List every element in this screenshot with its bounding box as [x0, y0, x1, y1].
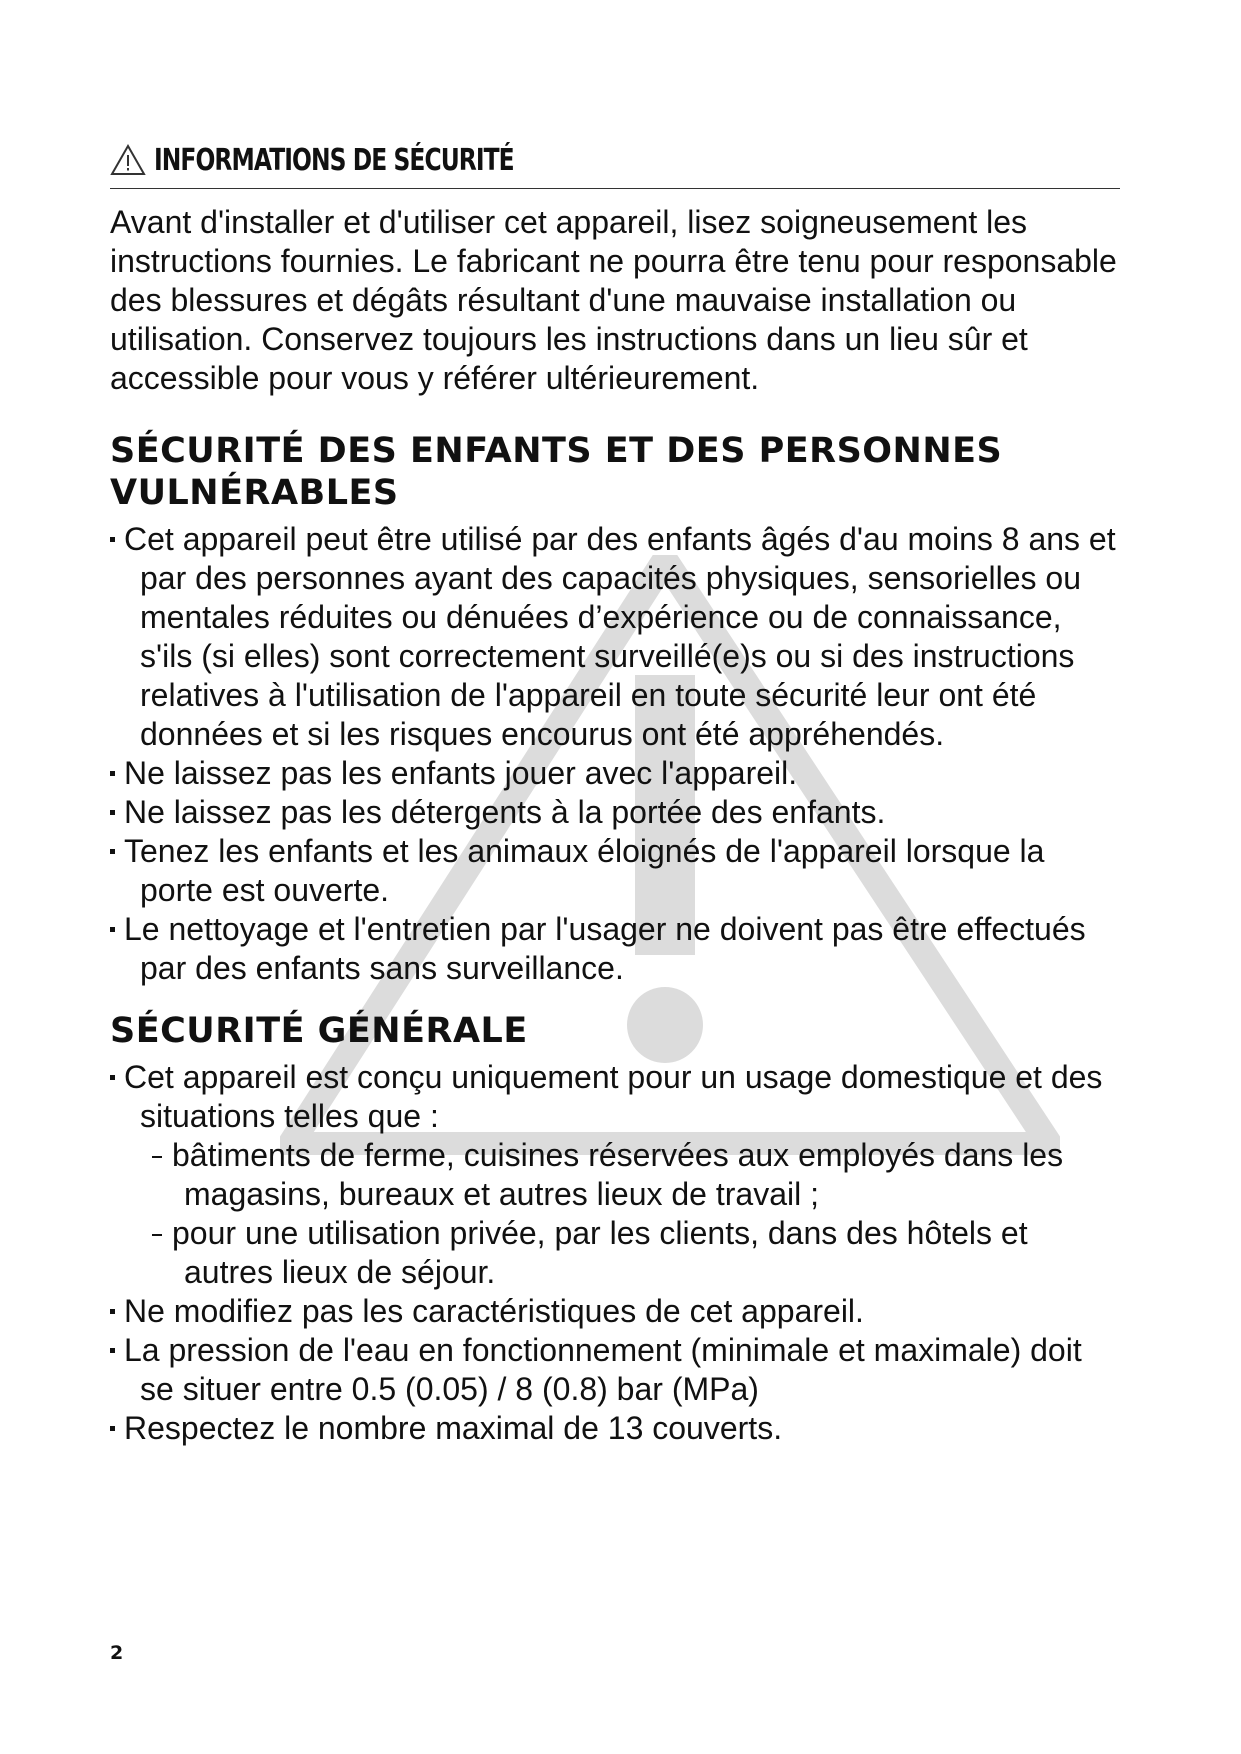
sub-list-item: bâtiments de ferme, cuisines réservées aux employés dans les magasins, bureaux et autres lieux de travail ; — [152, 1136, 1120, 1214]
document-page — [110, 140, 1120, 1448]
general-safety-title: SÉCURITÉ GÉNÉRALE — [110, 1011, 528, 1051]
warning-triangle-icon — [110, 144, 146, 176]
list-item: Cet appareil est conçu uniquement pour un usage domestique et des situations telles que : bâtiments de ferme, cuisines réservées aux employés dans les magasins, bureaux et autres lieux de travail ; pour une utilisation privée, par les clients, dans des hôtels et autres lieux de séjour. — [110, 1058, 1120, 1292]
bullet-icon — [110, 1075, 115, 1080]
sub-list-item: pour une utilisation privée, par les clients, dans des hôtels et autres lieux de séjour. — [152, 1214, 1120, 1292]
dash-icon — [152, 1156, 162, 1158]
header-title: INFORMATIONS DE SÉCURITÉ — [154, 142, 514, 178]
page-number: 2 — [110, 1642, 124, 1664]
bullet-icon — [110, 849, 115, 854]
sub-list — [124, 1136, 1120, 1292]
bullet-icon — [110, 927, 115, 932]
list-item: La pression de l'eau en fonctionnement (minimale et maximale) doit se situer entre 0.5 (0.05) / 8 (0.8) bar (MPa) — [110, 1331, 1120, 1409]
bullet-icon — [110, 537, 115, 542]
bullet-icon — [110, 1309, 115, 1314]
list-item: Ne modifiez pas les caractéristiques de cet appareil. — [110, 1292, 1120, 1331]
list-item: Respectez le nombre maximal de 13 couverts. — [110, 1409, 1120, 1448]
list-item: Tenez les enfants et les animaux éloignés de l'appareil lorsque la porte est ouverte. — [110, 832, 1120, 910]
bullet-icon — [110, 771, 115, 776]
bullet-icon — [110, 1426, 115, 1431]
section-header — [110, 140, 1120, 189]
children-safety-list — [110, 520, 1120, 988]
list-item: Ne laissez pas les enfants jouer avec l'appareil. — [110, 754, 1120, 793]
list-item: Cet appareil peut être utilisé par des enfants âgés d'au moins 8 ans et par des personnes ayant des capacités physiques, sensorielles ou mentales réduites ou dénuées d’expérience ou de connaissance, s'ils (si elles) sont correctement surveillé(e)s ou si des instructions relatives à l'utilisation de l'appareil en toute sécurité leur ont été données et si les risques encourus ont été appréhendés. — [110, 520, 1120, 754]
list-item: Le nettoyage et l'entretien par l'usager ne doivent pas être effectués par des enfants sans surveillance. — [110, 910, 1120, 988]
general-safety-list — [110, 1058, 1120, 1448]
bullet-icon — [110, 1348, 115, 1353]
intro-paragraph: Avant d'installer et d'utiliser cet appareil, lisez soigneusement les instructions fournies. Le fabricant ne pourra être tenu pour responsable des blessures et dégâts résultant d'une mauvaise installation ou utilisation. Conservez toujours les instructions dans un lieu sûr et accessible pour vous y référer ultérieurement. — [110, 204, 1117, 396]
list-item: Ne laissez pas les détergents à la portée des enfants. — [110, 793, 1120, 832]
bullet-icon — [110, 810, 115, 815]
dash-icon — [152, 1234, 162, 1236]
children-safety-title: SÉCURITÉ DES ENFANTS ET DES PERSONNES VULNÉRABLES — [110, 431, 1003, 513]
